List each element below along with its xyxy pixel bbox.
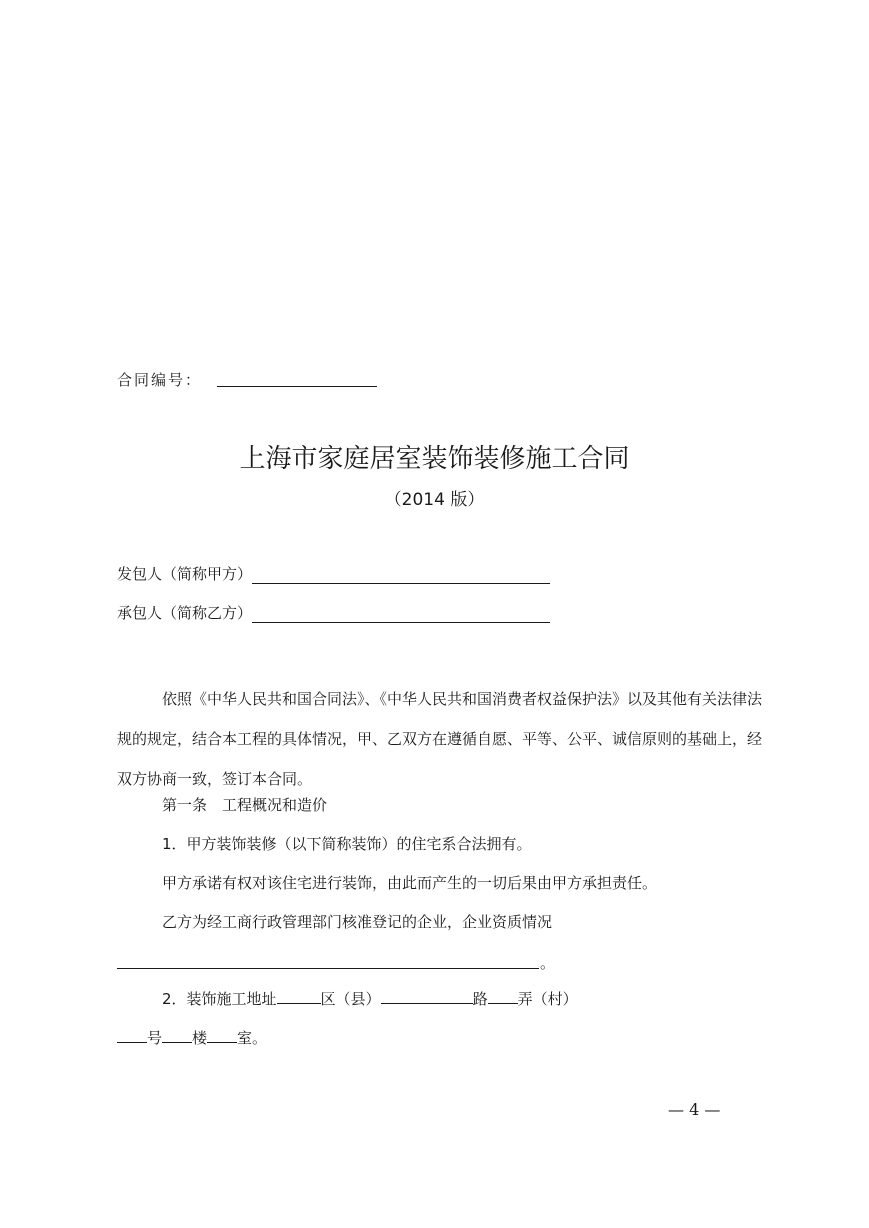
qualification-end-mark: 。: [540, 954, 556, 972]
lane-label: 弄（村）: [517, 990, 578, 1008]
district-blank: [277, 988, 321, 1004]
building-label: 楼: [192, 1029, 208, 1047]
district-label: 区（县）: [320, 990, 381, 1008]
contract-number-label: 合同编号：: [117, 371, 203, 389]
building-blank: [162, 1027, 192, 1043]
road-label: 路: [472, 990, 488, 1008]
party-b-blank: [252, 606, 550, 623]
qualification-blank: [117, 968, 539, 969]
room-label: 室。: [237, 1029, 268, 1047]
intro-paragraph: 依照《中华人民共和国合同法》、《中华人民共和国消费者权益保护法》以及其他有关法律法规的规定，结合本工程的具体情况，甲、乙双方在遵循自愿、平等、公平、诚信原则的基础上，经双方协商一致，签订本合同。: [117, 690, 763, 788]
document-title: 上海市家庭居室装饰装修施工合同: [239, 444, 630, 474]
party-b-label: 承包人（简称乙方）: [117, 604, 253, 622]
item-1b-text: 甲方承诺有权对该住宅进行装饰，由此而产生的一切后果由甲方承担责任。: [162, 874, 658, 892]
item-2-address-row: [162, 988, 578, 1009]
number-blank: [117, 1027, 147, 1043]
number-label: 号: [147, 1029, 163, 1047]
address-prefix: 2．装饰施工地址: [162, 990, 277, 1008]
room-blank: [207, 1027, 237, 1043]
item-2b-address-row: [117, 1027, 267, 1048]
item-1-text: 1．甲方装饰装修（以下简称装饰）的住宅系合法拥有。: [162, 835, 532, 853]
article-1-heading: 第一条 工程概况和造价: [162, 796, 328, 814]
party-a-row: [117, 564, 550, 584]
lane-blank: [488, 988, 518, 1004]
item-1c-text: 乙方为经工商行政管理部门核准登记的企业，企业资质情况: [162, 913, 553, 931]
party-a-label: 发包人（简称甲方）: [117, 565, 253, 583]
document-subtitle: （2014 版）: [384, 490, 485, 510]
party-a-blank: [252, 567, 550, 584]
contract-number-blank: [217, 386, 377, 387]
party-b-row: [117, 603, 550, 623]
road-blank: [381, 988, 473, 1004]
page-number: — 4 —: [668, 1100, 721, 1119]
